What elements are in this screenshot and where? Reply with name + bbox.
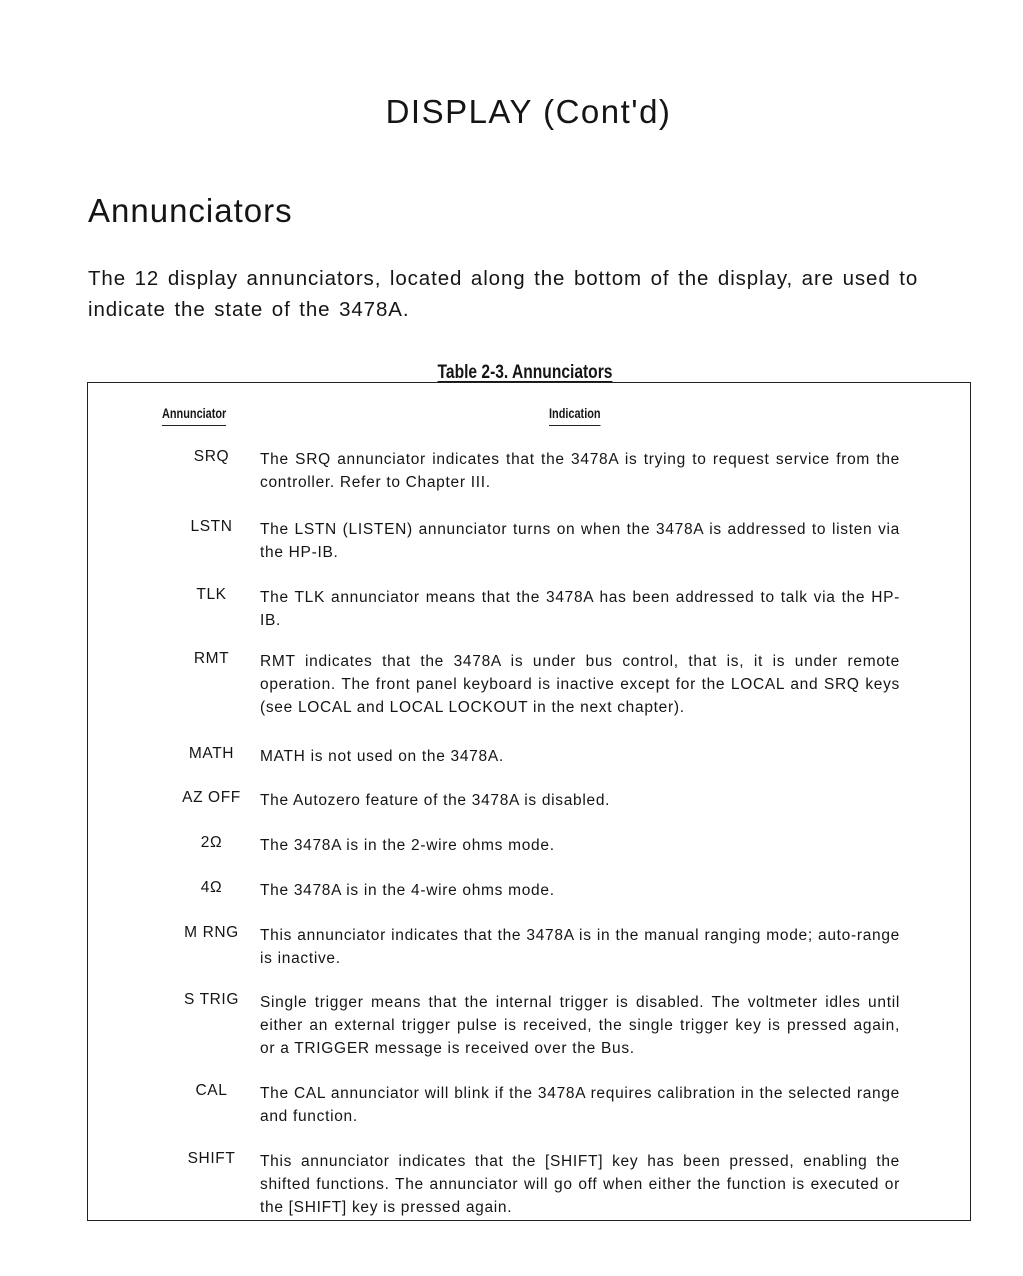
annunciator-name: RMT xyxy=(193,650,230,667)
annunciator-name: SHIFT xyxy=(187,1150,236,1167)
annunciator-name: MATH xyxy=(188,745,235,762)
annunciator-name: S TRIG xyxy=(184,991,239,1008)
annunciator-name: M RNG xyxy=(184,924,239,941)
annunciator-indication: The LSTN (LISTEN) annunciator turns on when the 3478A is addressed to listen via the HP-IB. xyxy=(260,521,900,561)
annunciator-indication: The Autozero feature of the 3478A is disabled. xyxy=(260,792,611,809)
annunciator-name: TLK xyxy=(196,586,227,603)
annunciator-indication: The CAL annunciator will blink if the 3478A requires calibration in the selected range and function. xyxy=(260,1085,900,1125)
annunciator-indication: The 3478A is in the 4-wire ohms mode. xyxy=(260,882,555,899)
annunciator-indication: This annunciator indicates that the 3478A is in the manual ranging mode; auto-range is inactive. xyxy=(260,927,900,967)
annunciator-indication: MATH is not used on the 3478A. xyxy=(260,748,504,765)
annunciator-indication: This annunciator indicates that the [SHIFT] key has been pressed, enabling the shifted functions. The annunciator will go off when either the function is executed or the [SHIFT] key is pressed again. xyxy=(260,1153,900,1216)
annunciator-name: AZ OFF xyxy=(182,789,241,806)
column-header-annunciator: Annunciator xyxy=(162,405,226,426)
table-caption: Table 2-3. Annunciators xyxy=(437,362,613,383)
annunciator-name: SRQ xyxy=(193,448,230,465)
annunciator-name: CAL xyxy=(195,1082,228,1099)
annunciator-name: 4Ω xyxy=(200,879,223,896)
annunciator-name: LSTN xyxy=(190,518,233,535)
annunciator-name: 2Ω xyxy=(200,834,223,851)
annunciator-indication: The 3478A is in the 2-wire ohms mode. xyxy=(260,837,555,854)
page-title: DISPLAY (Cont'd) xyxy=(385,93,672,130)
annunciator-indication: The TLK annunciator means that the 3478A has been addressed to talk via the HP-IB. xyxy=(260,589,900,629)
annunciator-indication: RMT indicates that the 3478A is under bus control, that is, it is under remote operation. The front panel keyboard is inactive except for the LOCAL and SRQ keys (see LOCAL and LOCAL LOCKOUT in the next chapter). xyxy=(260,653,900,716)
section-heading: Annunciators xyxy=(88,192,293,229)
column-header-indication: Indication xyxy=(549,405,601,426)
annunciator-indication: The SRQ annunciator indicates that the 3478A is trying to request service from the controller. Refer to Chapter III. xyxy=(260,451,900,491)
intro-paragraph: The 12 display annunciators, located along the bottom of the display, are used to indicate the state of the 3478A. xyxy=(88,267,919,321)
annunciator-indication: Single trigger means that the internal trigger is disabled. The voltmeter idles until either an external trigger pulse is received, the single trigger key is pressed again, or a TRIGGER message is received over the Bus. xyxy=(260,994,900,1057)
